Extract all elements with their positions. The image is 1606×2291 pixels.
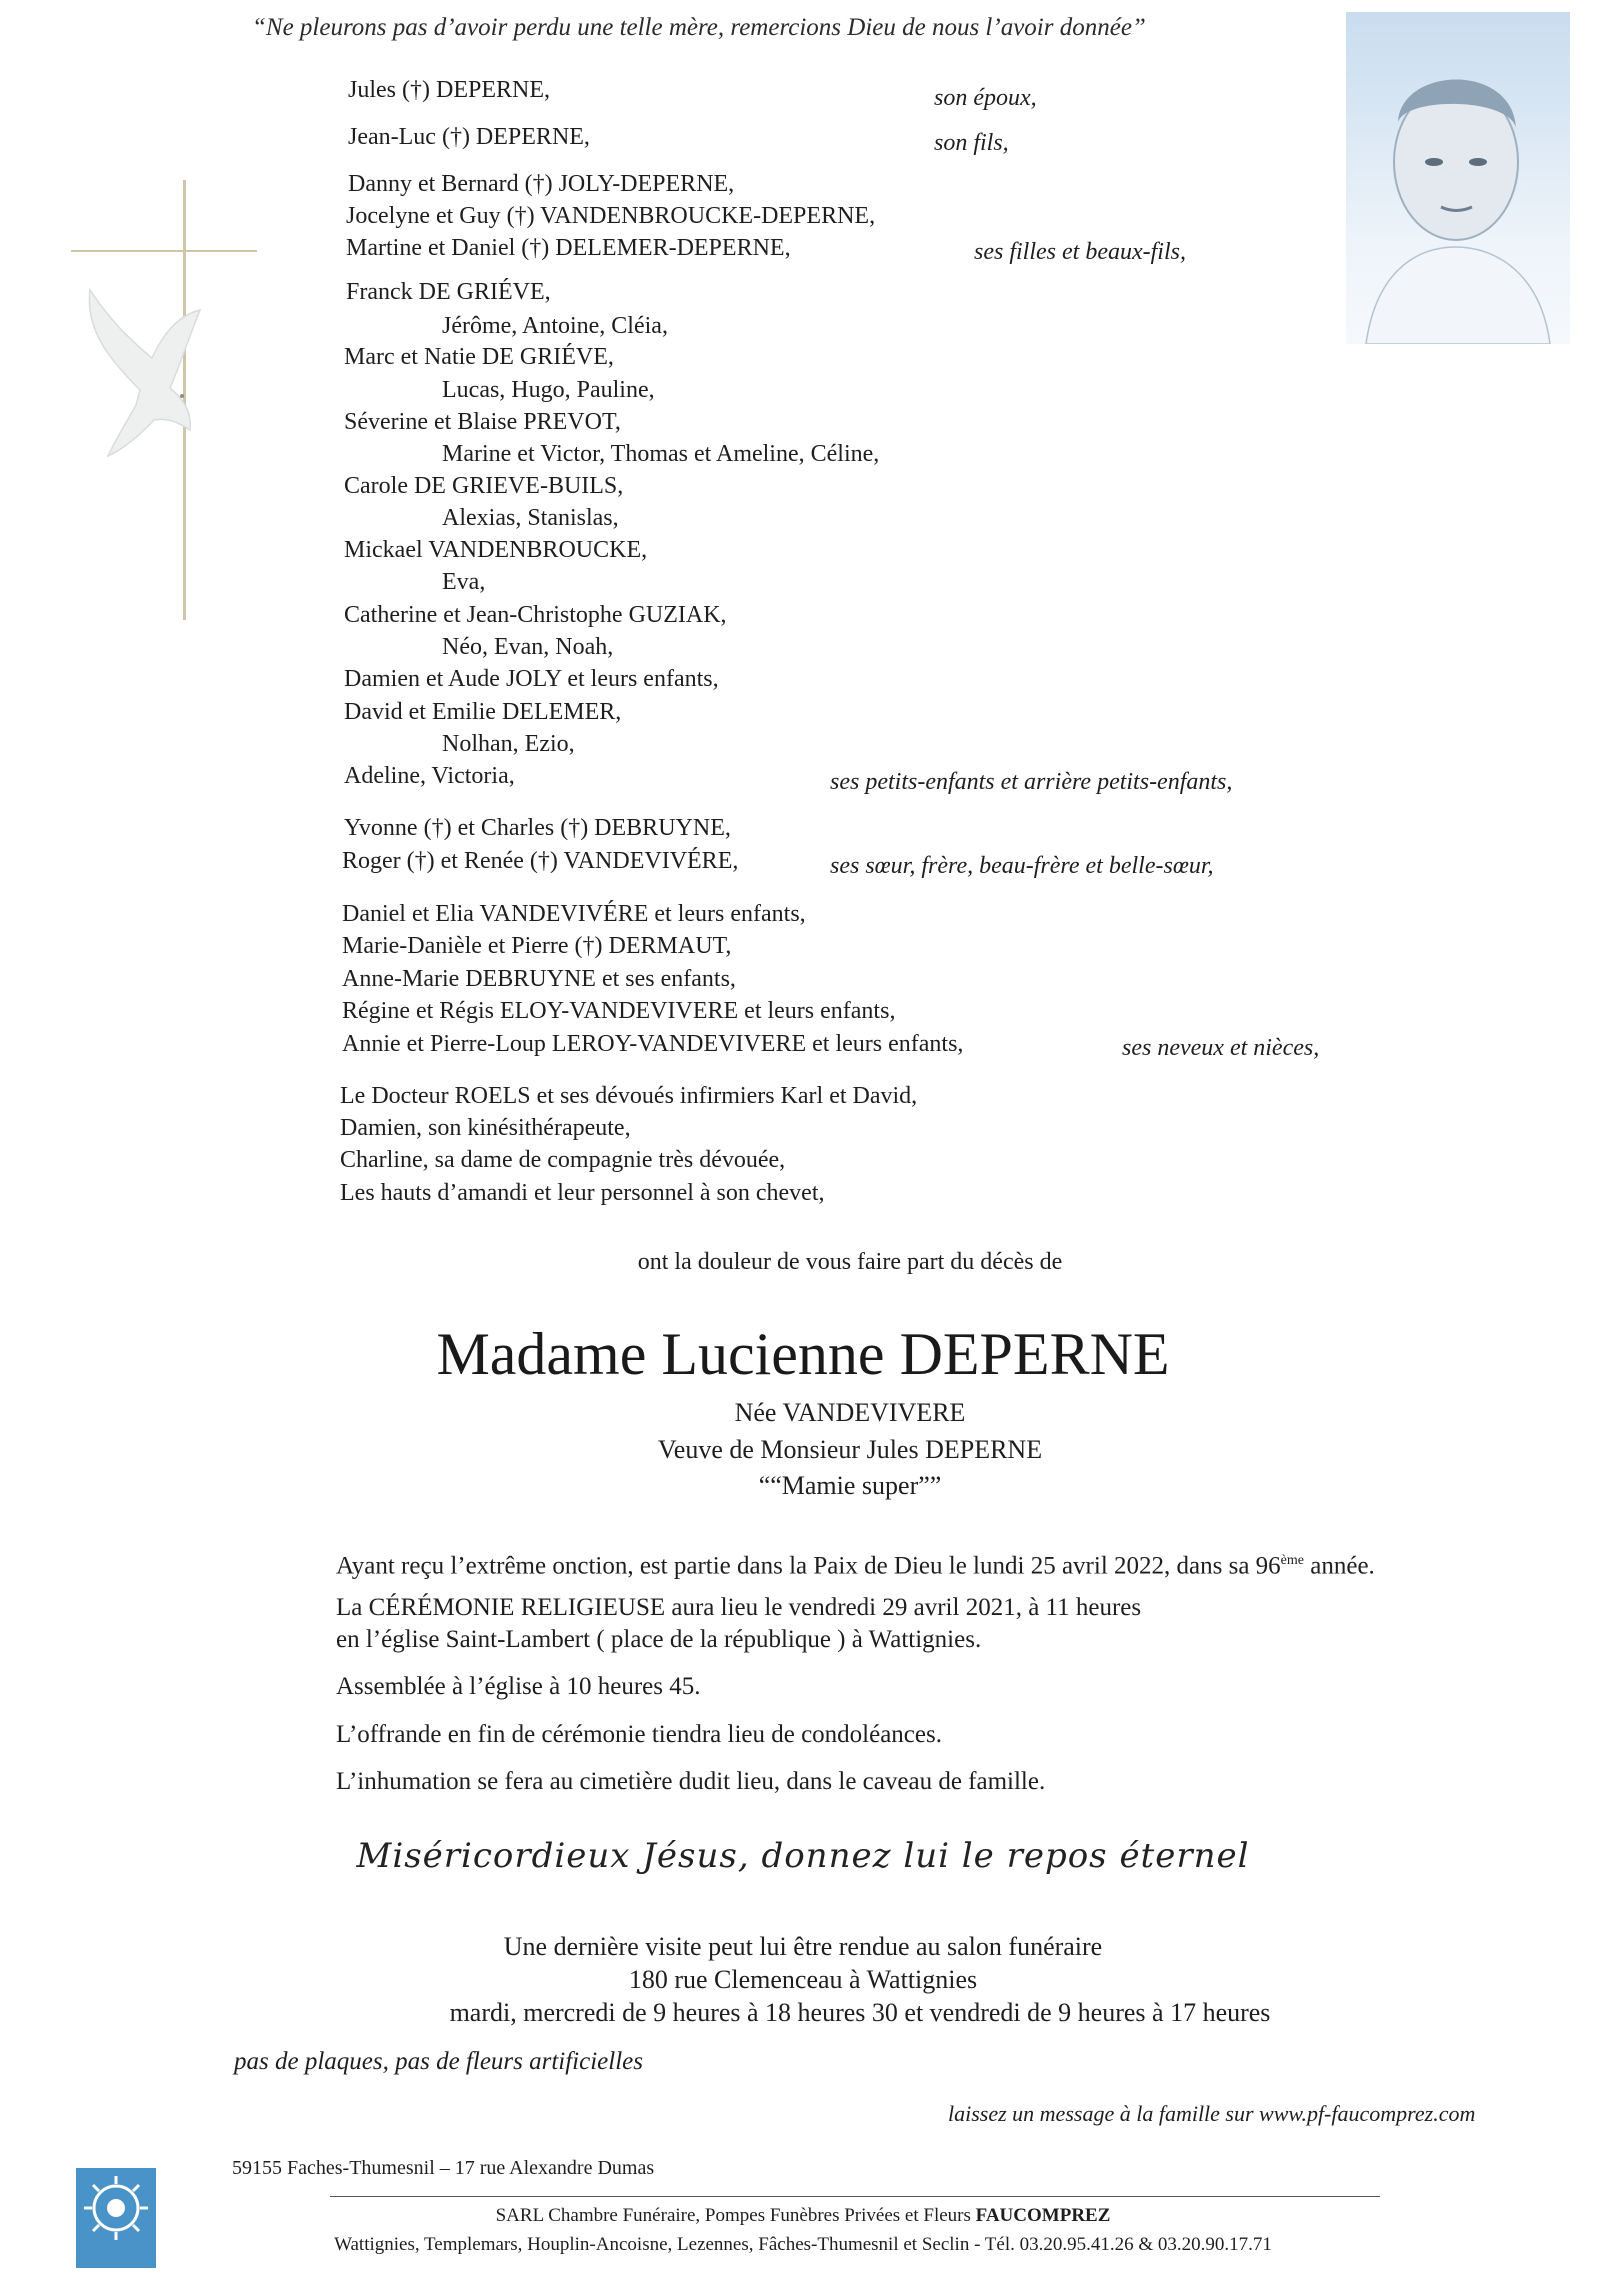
family-line: Séverine et Blaise PREVOT, [344,409,621,435]
visit-line-3: mardi, mercredi de 9 heures à 18 heures 30 et vendredi de 9 heures à 17 heures [449,1998,1271,2027]
widow-of: Veuve de Monsieur Jules DEPERNE [657,1435,1043,1464]
family-line: Franck DE GRIÉVE, [346,279,551,305]
assembly-line: Assemblée à l’église à 10 heures 45. [336,1673,701,1700]
company-name-text: SARL Chambre Funéraire, Pompes Funèbres Privées et Fleurs [495,2205,976,2226]
portrait-photo [1346,12,1570,344]
portrait-figure [1346,12,1570,344]
announcement-line: ont la douleur de vous faire part du décès de [637,1249,1063,1275]
family-line: David et Emilie DELEMER, [344,699,622,725]
family-relation: ses filles et beaux-fils, [974,239,1186,265]
prayer-calligraphy: Miséricordieux Jésus, donnez lui le repos éternel [356,1836,1250,1876]
death-statement [336,1545,1375,1582]
message-link[interactable]: laissez un message à la famille sur www.pf-faucomprez.com [948,2101,1476,2126]
family-line: Jules (†) DEPERNE, [348,77,550,103]
family-relation: ses sœur, frère, beau-frère et belle-sœur, [830,853,1214,879]
family-line: Régine et Régis ELOY-VANDEVIVERE et leurs enfants, [342,998,896,1024]
family-relation: ses petits-enfants et arrière petits-enfants, [830,769,1233,795]
deceased-name: Madame Lucienne DEPERNE [436,1321,1170,1387]
maiden-name: Née VANDEVIVERE [734,1398,966,1427]
family-line: Marc et Natie DE GRIÉVE, [344,344,614,370]
visit-line-1: Une dernière visite peut lui être rendue au salon funéraire [503,1932,1103,1961]
family-line: Roger (†) et Renée (†) VANDEVIVÉRE, [342,848,739,874]
family-line: Adeline, Victoria, [344,763,515,789]
ordinal-suffix: ème [1280,1553,1304,1568]
family-line: Yvonne (†) et Charles (†) DEBRUYNE, [344,815,731,841]
family-line: Eva, [442,569,486,595]
family-line: Catherine et Jean-Christophe GUZIAK, [344,602,727,628]
family-line: Alexias, Stanislas, [442,505,619,531]
family-line: Charline, sa dame de compagnie très dévouée, [340,1147,786,1173]
family-line: Damien et Aude JOLY et leurs enfants, [344,666,719,692]
family-line: Jérôme, Antoine, Cléia, [442,313,668,339]
footer-divider [330,2196,1380,2197]
death-statement-text: Ayant reçu l’extrême onction, est partie dans la Paix de Dieu le lundi 25 avril 2022, dans sa 96 [336,1552,1281,1580]
footer-towns: Wattignies, Templemars, Houplin-Ancoisne, Lezennes, Fâches-Thumesnil et Seclin - Tél. 03.20.95.41.26 & 03.20.90.17.71 [334,2234,1272,2255]
company-name [0,2203,1606,2229]
family-line: Carole DE GRIEVE-BUILS, [344,473,624,499]
offering-line: L’offrande en fin de cérémonie tiendra lieu de condoléances. [336,1721,942,1748]
family-line: Jocelyne et Guy (†) VANDENBROUCKE-DEPERNE, [346,203,876,229]
family-line: Nolhan, Ezio, [442,731,575,757]
company-brand: FAUCOMPREZ [975,2205,1111,2226]
family-line: Marine et Victor, Thomas et Ameline, Céline, [442,441,880,467]
family-line: Mickael VANDENBROUCKE, [344,537,648,563]
family-relation: ses neveux et nièces, [1122,1035,1320,1061]
no-flowers-note: pas de plaques, pas de fleurs artificielles [234,2048,643,2075]
family-line: Damien, son kinésithérapeute, [340,1115,631,1141]
family-line: Daniel et Elia VANDEVIVÉRE et leurs enfants, [342,901,806,927]
family-line: Jean-Luc (†) DEPERNE, [348,124,590,150]
visit-line-2: 180 rue Clemenceau à Wattignies [628,1965,978,1994]
death-statement-end: année. [1304,1552,1375,1580]
ceremony-line-2: en l’église Saint-Lambert ( place de la république ) à Wattignies. [336,1626,982,1653]
family-line: Néo, Evan, Noah, [442,634,614,660]
family-line: Les hauts d’amandi et leur personnel à son chevet, [340,1180,825,1206]
family-line: Le Docteur ROELS et ses dévoués infirmiers Karl et David, [340,1083,918,1109]
company-address: 59155 Faches-Thumesnil – 17 rue Alexandre Dumas [232,2157,655,2179]
family-line: Danny et Bernard (†) JOLY-DEPERNE, [348,171,735,197]
family-line: Marie-Danièle et Pierre (†) DERMAUT, [342,933,732,959]
cross-bar [71,250,257,252]
family-line: Lucas, Hugo, Pauline, [442,377,655,403]
family-line: Anne-Marie DEBRUYNE et ses enfants, [342,966,736,992]
family-line: Martine et Daniel (†) DELEMER-DEPERNE, [346,235,791,261]
dove-icon [70,270,220,470]
nickname: ““Mamie super”” [758,1471,942,1500]
family-relation: son fils, [934,130,1009,156]
ceremony-line-1: La CÉRÉMONIE RELIGIEUSE aura lieu le vendredi 29 avril 2021, à 11 heures [336,1594,1142,1621]
family-line: Annie et Pierre-Loup LEROY-VANDEVIVERE et leurs enfants, [342,1031,964,1057]
burial-line: L’inhumation se fera au cimetière dudit lieu, dans le caveau de famille. [336,1768,1046,1795]
family-relation: son époux, [934,85,1037,111]
epigraph-quote: “Ne pleurons pas d’avoir perdu une telle mère, remercions Dieu de nous l’avoir donnée” [252,14,1146,41]
